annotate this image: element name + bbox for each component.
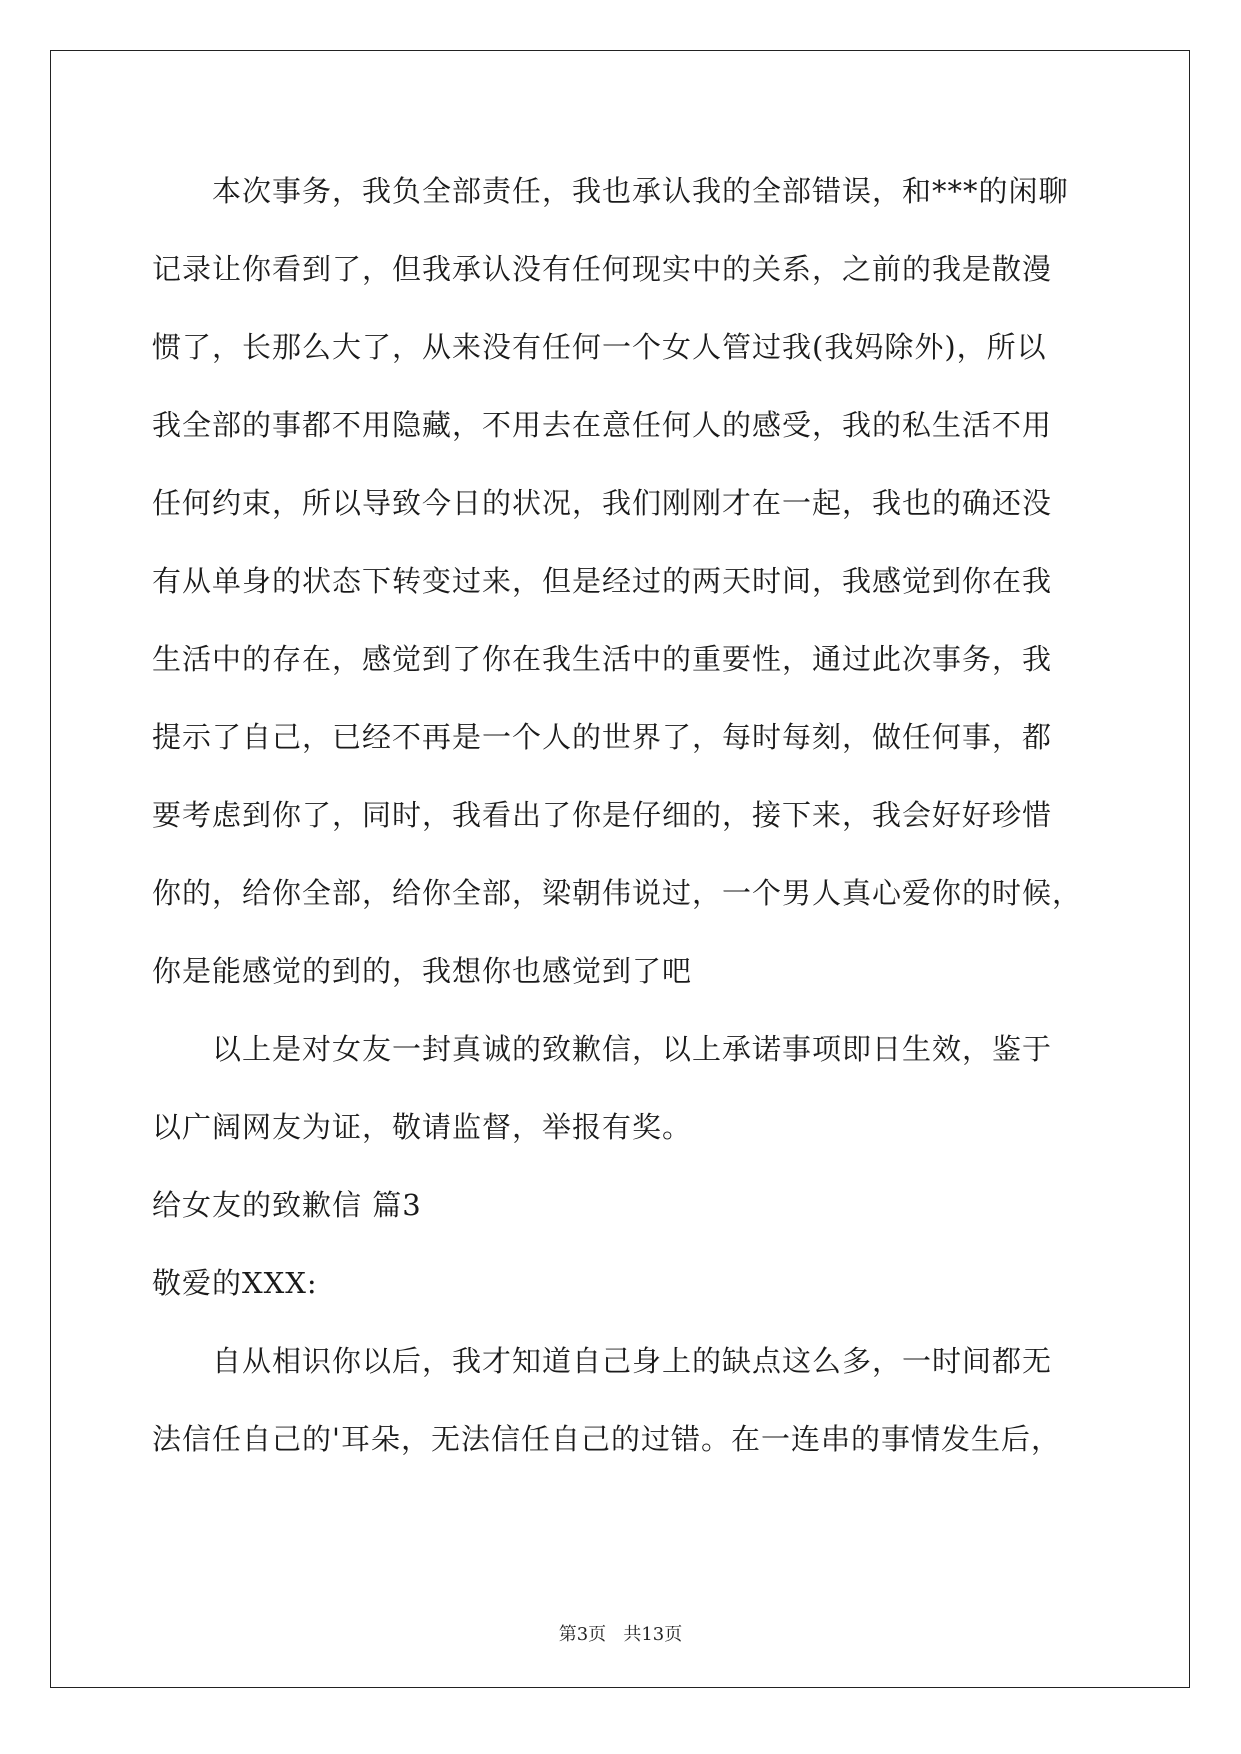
paragraph-line: 惯了，长那么大了，从来没有任何一个女人管过我(我妈除外)，所以	[152, 330, 1047, 364]
paragraph-line: 要考虑到你了，同时，我看出了你是仔细的，接下来，我会好好珍惜	[152, 798, 1053, 832]
paragraph-line: 自从相识你以后，我才知道自己身上的缺点这么多，一时间都无	[212, 1344, 1053, 1378]
salutation: 敬爱的XXX:	[152, 1266, 318, 1300]
paragraph-line: 任何约束，所以导致今日的状况，我们刚刚才在一起，我也的确还没	[152, 486, 1053, 520]
paragraph-line: 你的，给你全部，给你全部，梁朝伟说过，一个男人真心爱你的时候，	[152, 876, 1083, 910]
paragraph-line: 生活中的存在，感觉到了你在我生活中的重要性，通过此次事务，我	[152, 642, 1053, 676]
paragraph-line: 法信任自己的'耳朵，无法信任自己的过错。在一连串的事情发生后，	[152, 1422, 1061, 1456]
paragraph-line: 以广阔网友为证，敬请监督，举报有奖。	[152, 1110, 693, 1144]
paragraph-line: 提示了自己，已经不再是一个人的世界了，每时每刻，做任何事，都	[152, 720, 1053, 754]
paragraph-line: 你是能感觉的到的，我想你也感觉到了吧	[152, 954, 693, 988]
section-heading: 给女友的致歉信 篇3	[152, 1188, 422, 1222]
document-body	[152, 165, 1112, 1491]
paragraph-line: 我全部的事都不用隐藏，不用去在意任何人的感受，我的私生活不用	[152, 408, 1053, 442]
paragraph-line: 本次事务，我负全部责任，我也承认我的全部错误，和***的闲聊	[212, 174, 1069, 208]
paragraph-line: 有从单身的状态下转变过来，但是经过的两天时间，我感觉到你在我	[152, 564, 1053, 598]
page-number: 第3页 共13页	[558, 1624, 683, 1645]
paragraph-line: 记录让你看到了，但我承认没有任何现实中的关系，之前的我是散漫	[152, 252, 1053, 286]
paragraph-line: 以上是对女友一封真诚的致歉信，以上承诺事项即日生效，鉴于	[212, 1032, 1053, 1066]
